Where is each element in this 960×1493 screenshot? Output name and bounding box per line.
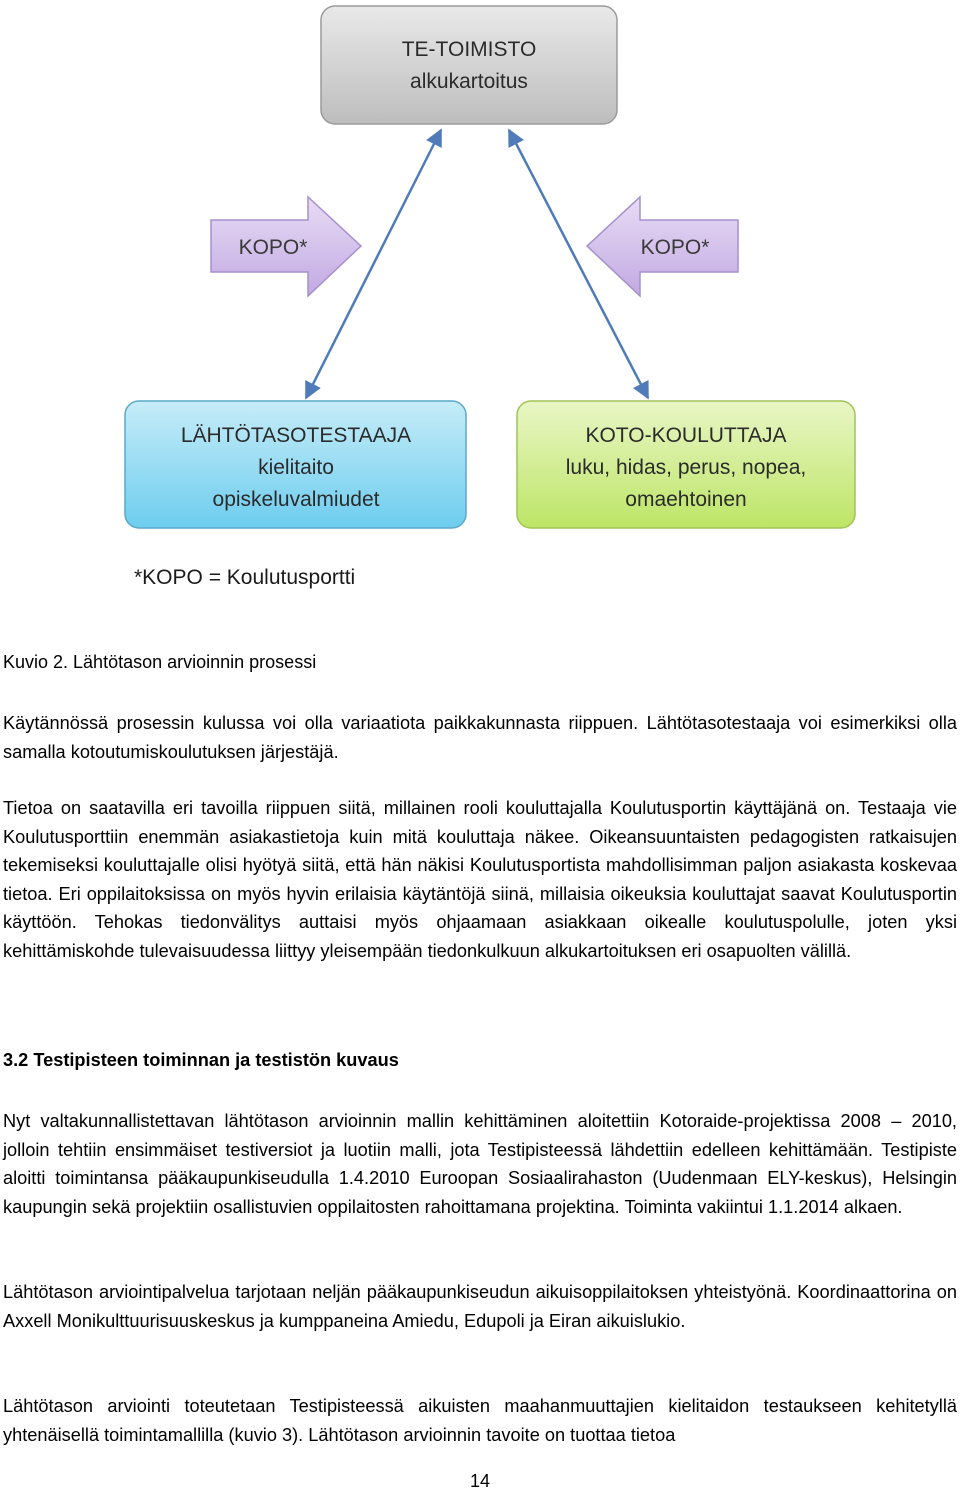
koto-kouluttaja-title: KOTO-KOULUTTAJA xyxy=(585,424,787,447)
section-paragraph-2: Lähtötason arviointipalvelua tarjotaan neljän pääkaupunkiseudun aikuisoppilaitoksen yhteistyönä. Koordinaattorina on Axxell Monikulttuurisuuskeskus ja kumppaneina Amiedu, Edupoli ja Eiran aikuislukio. xyxy=(3,1282,957,1331)
lahtotasotestaaja-box xyxy=(125,401,466,528)
kopo-label-left: KOPO* xyxy=(238,236,308,259)
koto-kouluttaja-line2: luku, hidas, perus, nopea, xyxy=(565,456,807,479)
paragraph-2: Tietoa on saatavilla eri tavoilla riippuen siitä, millainen rooli kouluttajalla Koulutusportin käyttäjänä on. Testaaja vie Koulutusporttiin enemmän asiakastietoja kuin mitä kouluttaja näkee. Oikeansuuntaisten pedagogisten ratkaisujen tekemiseksi kouluttajalle olisi hyötyä siitä, että hän näkisi Koulutusportista mahdollisimman paljon asiakasta koskevaa tietoa. Eri oppilaitoksissa on myös hyvin erilaisia käytäntöjä siinä, millaisia oikeuksia kouluttajat saavat Koulutusportin käyttöön. Tehokas tiedonvälitys auttaisi myös ohjaamaan asiakkaan oikealle koulutuspolulle, joten yksi kehittämiskohde tulevaisuudessa liittyy yleisempään tiedonkulkuun alkukartoituksen eri osapuolten välillä. xyxy=(3,798,957,961)
diagram-legend: *KOPO = Koulutusportti xyxy=(134,566,356,589)
figure-caption: Kuvio 2. Lähtötason arvioinnin prosessi xyxy=(3,652,317,672)
paragraph-1: Käytännössä prosessin kulussa voi olla variaatiota paikkakunnasta riippuen. Lähtötasotestaaja voi esimerkiksi olla samalla kotoutumiskoulutuksen järjestäjä. xyxy=(3,713,957,762)
koto-kouluttaja-line3: omaehtoinen xyxy=(625,488,747,511)
process-diagram xyxy=(0,0,960,600)
kopo-label-right: KOPO* xyxy=(640,236,710,259)
lahtotasotestaaja-line3: opiskeluvalmiudet xyxy=(212,488,380,511)
lahtotasotestaaja-line2: kielitaito xyxy=(258,456,334,479)
koto-kouluttaja-box xyxy=(517,401,855,528)
page-number: 14 xyxy=(469,1471,491,1491)
kopo-arrow-left xyxy=(211,197,361,296)
section-heading: 3.2 Testipisteen toiminnan ja testistön kuvaus xyxy=(3,1050,399,1070)
kopo-arrow-right xyxy=(587,197,738,296)
section-paragraph-3: Lähtötason arviointi toteutetaan Testipisteessä aikuisten maahanmuuttajien kielitaidon testaukseen kehitetyllä yhtenäisellä toimintamallilla (kuvio 3). Lähtötason arvioinnin tavoite on tuottaa tietoa xyxy=(3,1396,957,1445)
lahtotasotestaaja-title: LÄHTÖTASOTESTAAJA xyxy=(180,424,412,447)
te-toimisto-box xyxy=(321,6,617,124)
te-toimisto-title: TE-TOIMISTO xyxy=(401,38,537,61)
te-toimisto-subtitle: alkukartoitus xyxy=(410,70,528,93)
section-paragraph-1: Nyt valtakunnallistettavan lähtötason arvioinnin mallin kehittäminen aloitettiin Kotoraide-projektissa 2008 – 2010, jolloin tehtiin ensimmäiset testiversiot ja luotiin malli, jota Testipisteessä lähdettiin edelleen kehittämään. Testipiste aloitti toimintansa pääkaupunkiseudulla 1.4.2010 Euroopan Sosiaalirahaston (Uudenmaan ELY-keskus), Helsingin kaupungin sekä projektiin osallistuvien oppilaitosten rahoittamana projektina. Toiminta vakiintui 1.1.2014 alkaen. xyxy=(3,1111,957,1217)
